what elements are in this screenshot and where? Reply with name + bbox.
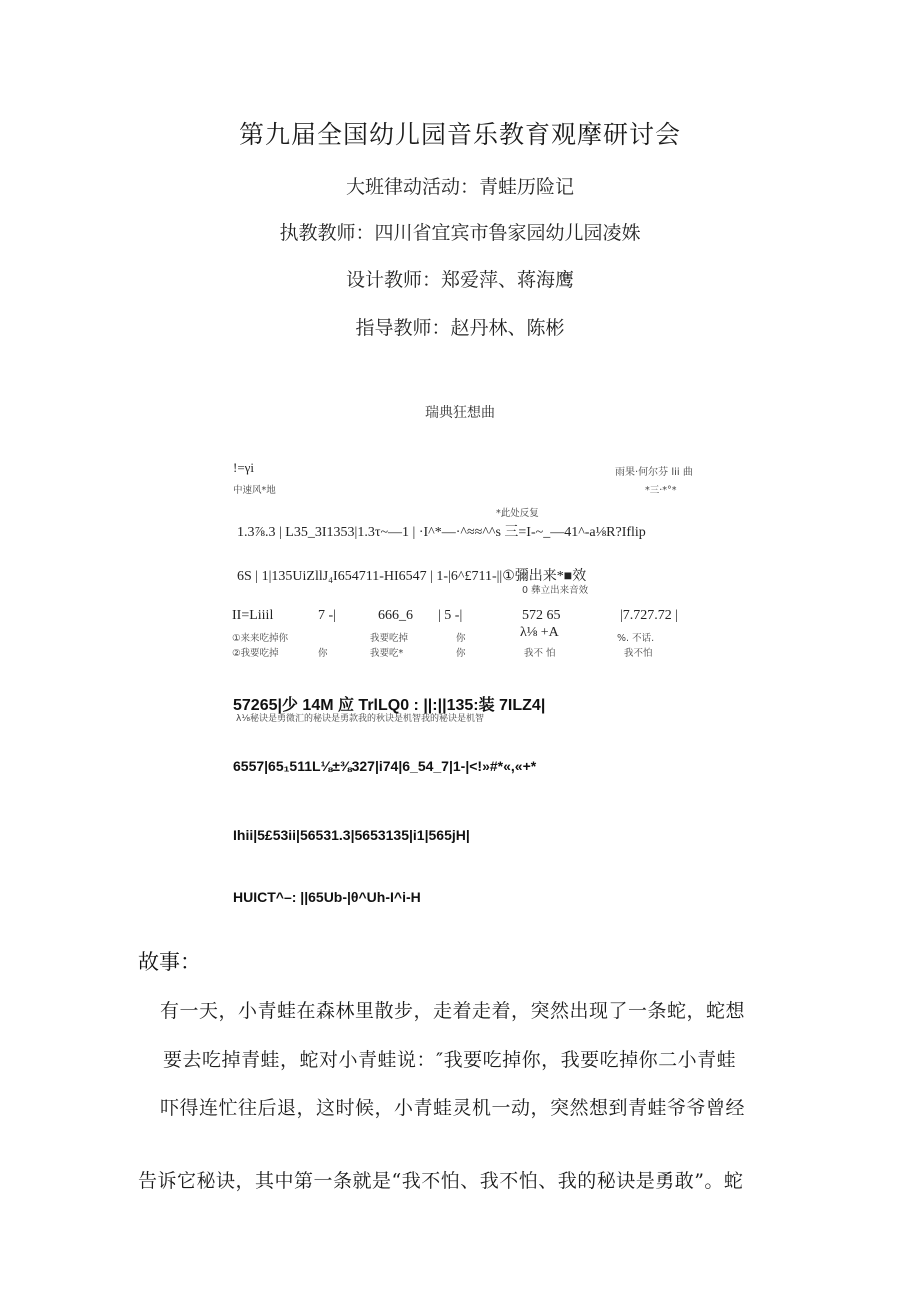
lyric-1-col-5: λ⅛ +A [520,625,559,640]
key-signature: !=γi [233,460,255,475]
lyric-2-col-4: 你 [456,648,466,659]
score-line-3-col-4: | 5 -| [438,608,463,623]
story-paragraph-line-4: 告诉它秘诀，其中第一条就是“我不怕、我不怕、我的秘诀是勇敢”。蛇 [138,1170,744,1192]
score-line-2: 6S | 1|135UiZllJ₄I654711-HI6547 | 1-|6^£711-||①彌出来*■效 [237,569,587,584]
score-line-3-col-1: II=Liiil [232,608,274,623]
score-line-5: 6557|65₁511L⅛±⅜327|i74|6_54_7|1-|<!»#*«,«+* [233,758,537,774]
lyric-2-col-6: 我不怕 [624,648,653,659]
score-line-6: Ihii|5£53ii|56531.3|5653135|i1|565jH| [233,827,470,843]
arranger-credit: *三·*°* [645,485,677,496]
score-line-2-note: 0 彝立出来音效 [522,585,589,596]
score-line-4: 57265|少 14M 应 TrlLQ0 : ||:||135:装 7ILZ4| [233,697,546,714]
score-line-3-col-3: 666_6 [378,608,413,623]
design-teachers: 设计教师：郑爱萍、蒋海鹰 [345,269,574,291]
score-line-7: HUICT^–: ||65Ub-|θ^Uh-I^i-H [233,889,421,905]
score-line-3-col-2: 7 -| [318,608,336,623]
advisor-teachers: 指导教师：赵丹林、陈彬 [355,317,565,339]
lyric-1-col-3: 我要吃掉 [370,633,409,644]
lyric-2-col-5: 我不 怕 [524,648,556,659]
score-line-1: 1.3⅞.3 | L35_3I1353|1.3τ~—1 | ·I^*—·^≈≈^^s 三=I-~_—41^-a⅛R?Iflip [237,525,646,540]
score-title: 瑞典狂想曲 [425,405,495,421]
composer-credit: 雨果·何尔芬 lii 曲 [615,467,693,478]
story-heading: 故事： [138,950,201,974]
lyric-2-col-2: 你 [318,648,328,659]
story-paragraph-line-2: 要去吃掉青蛙，蛇对小青蛙说：″我要吃掉你，我要吃掉你二小青蛙 [163,1049,737,1071]
lyric-2-col-1: ②我要吃掉 [232,648,279,659]
story-paragraph-line-3: 吓得连忙往后退，这时候，小青蛙灵机一动，突然想到青蛙爷爷曾经 [160,1097,746,1119]
lyric-2-col-3: 我要吃* [370,648,404,659]
lyric-1-col-4: 你 [456,633,466,644]
lyric-1-col-1: ①来来吃掉你 [232,633,289,644]
tempo-note: 中速风*地 [233,485,276,496]
score-line-3-col-6: |7.727.72 | [620,608,679,623]
story-paragraph-line-1: 有一天，小青蛙在森林里散步，走着走着，突然出现了一条蛇，蛇想 [160,1000,746,1022]
activity-subtitle: 大班律动活动：青蛙历险记 [345,176,574,198]
lyric-1-col-6: %. 不话. [617,633,655,644]
score-line-3-col-5: 572 65 [522,608,561,623]
repeat-note: *此处反复 [496,508,539,519]
score-line-4-lyric: λ⅛秘诀是勇微汇的秘诀是勇款我的秋诀是机智我的秘诀是机智 [236,714,485,724]
page-title: 第九届全国幼儿园音乐教育观摩研讨会 [238,120,681,149]
teaching-teacher: 执教教师：四川省宜宾市鲁家园幼儿园凌姝 [279,222,641,244]
